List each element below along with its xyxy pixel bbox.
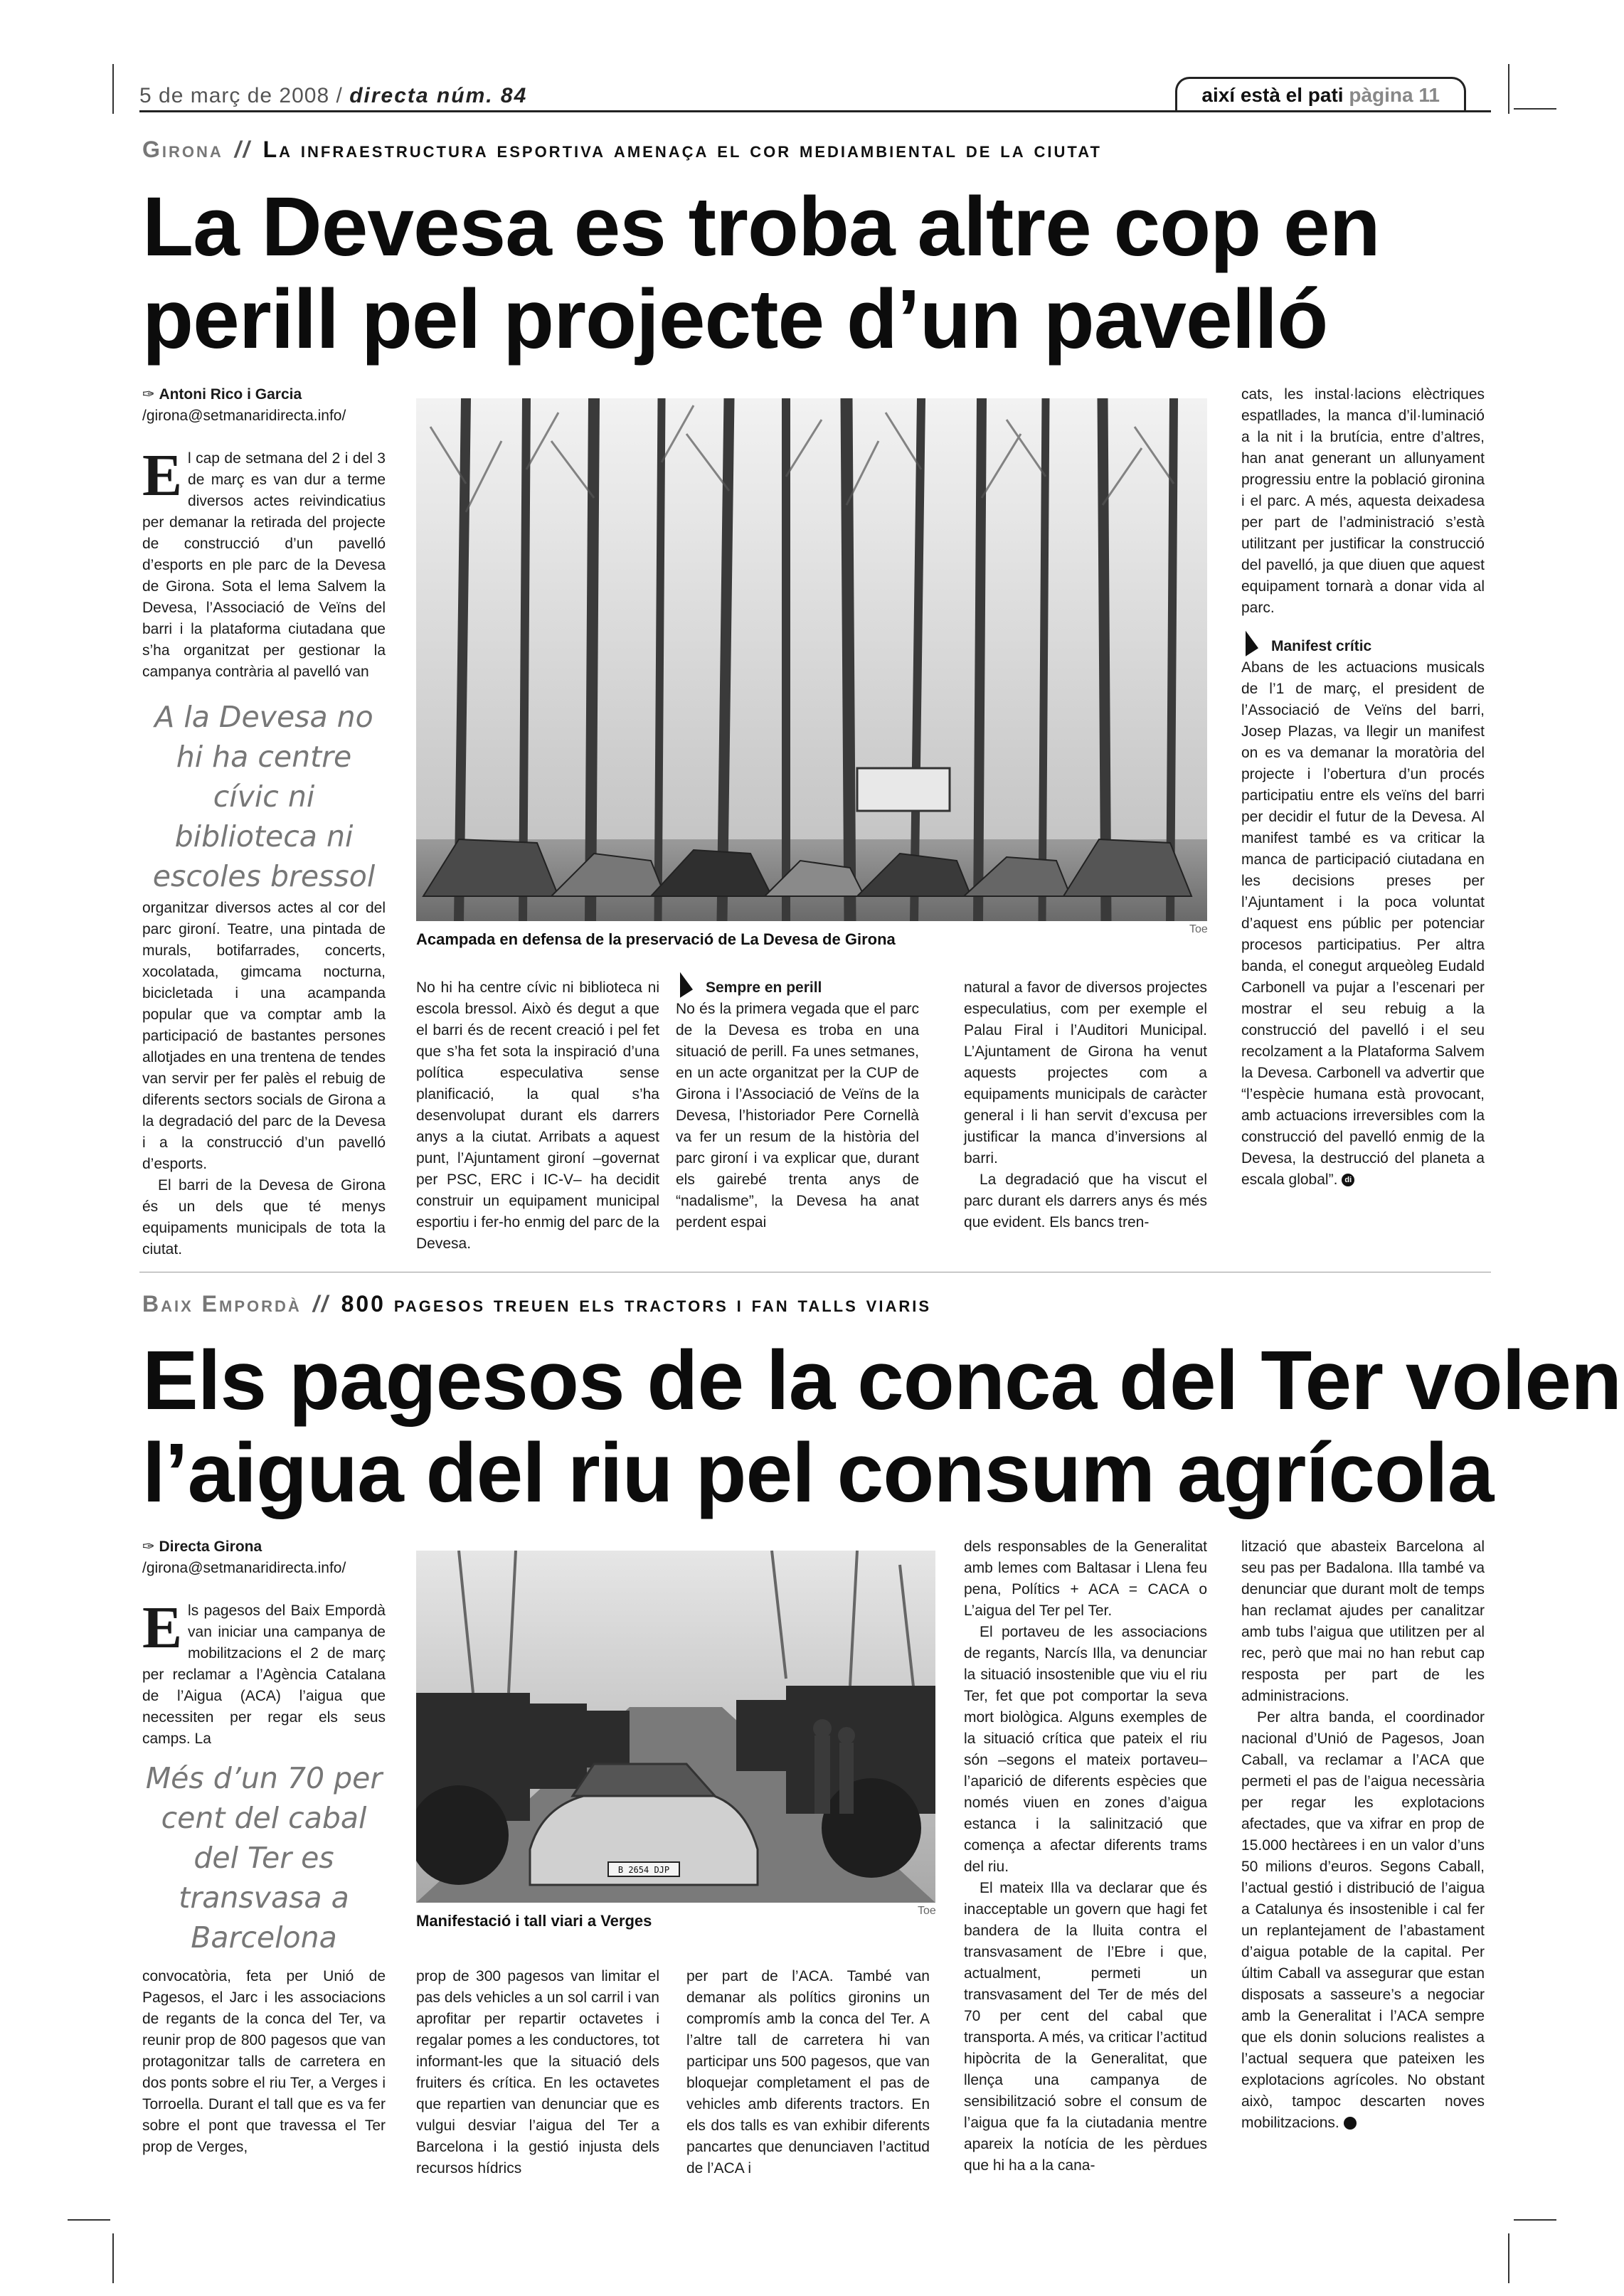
headline-line-1: La Devesa es troba altre cop en <box>142 180 1380 274</box>
drop-cap: E <box>142 442 183 509</box>
kicker-place: Baix Empordà <box>142 1291 302 1317</box>
body-paragraph: dels responsables de la Generalitat amb lemes com Baltasar i Llena feu pena, Polítics + ACA = CACA o L’aigua del Ter pel Ter. <box>964 1538 1207 1619</box>
headline-line-2: l’aigua del riu pel consum agrícola <box>142 1426 1494 1520</box>
kicker-separator: // <box>234 137 252 162</box>
folio-issue: directa núm. 84 <box>349 84 528 107</box>
article2-photo-credit: Toe <box>918 1905 936 1917</box>
article1-photo-credit: Toe <box>1189 923 1208 935</box>
crop-mark <box>1508 64 1509 114</box>
article1-col-4 <box>964 977 1207 1233</box>
body-paragraph: cats, les instal·lacions elèctriques espatllades, la manca d’il·luminació a la nit i la brutícia, entre d’altres, han anat generant un allunyament progressiu entre la població gironina i el parc. A més, aquesta deixadesa per part de l’administració s’està utilitzant per justificar la construcció del pavelló, ja que diuen que aquest equipament tornarà a donar vida al parc. <box>1241 386 1485 616</box>
crop-mark <box>1514 108 1556 110</box>
folio-date: 5 de març de 2008 <box>139 84 330 107</box>
body-text: Abans de les actuacions musicals de l’1 de març, el president de l’Associació de Veïns del barri, Josep Plazas, va llegir un manifest on es va demanar la moratòria del projecte i l’obertura d’un procés participatiu entre els veïns del barri per decidir el futur de la Devesa. Al manifest també es va criticar la manca de participació ciutadana en les decisions preses per l’Ajuntament i la poca voluntat d’aquest ens públic per potenciar procesos participatius. Per altra banda, el conegut arqueòleg Eudald Carbonell va pujar a l’escenari per mostrar el seu rebuig a la construcció del pavelló i el seu recolzament a la Plataforma Salvem la Devesa. Carbonell va advertir que “l’espècie humana està provocant, amb actuacions irreversibles com la construcció del pavelló enmig de la Devesa, la destrucció del planeta a escala global”. <box>1241 659 1485 1188</box>
article1-photo-caption: Acampada en defensa de la preservació de La Devesa de Girona <box>416 930 896 948</box>
article2-col-3 <box>686 1966 930 2179</box>
crop-mark <box>1514 2219 1556 2221</box>
body-text: Per altra banda, el coordinador nacional d’Unió de Pagesos, Joan Caball, va reclamar a l’ACA que permeti el pas de l’aigua necessària per regar les explotacions afectades, que va xifrar en prop de 15.000 hectàrees i en un valor d’uns 50 milions d’euros. Segons Caball, l’actual gestió i distribució de l’aigua a Catalunya és insostenible i cal fer un replantejament de l’abastament d’aigua potable de la capital. Per últim Caball va assegurar que estan disposats a sasseure’s a negociar amb la Generalitat i l’ACA sempre que els donin solucions realistes a l’actual sequera que pateixen les explotacions agrícoles. No obstant això, tampoc descarten noves mobilitzacions. <box>1241 1709 1485 2131</box>
folio-section-tab <box>1175 77 1466 112</box>
article2-kicker <box>142 1291 931 1317</box>
end-mark-icon: di <box>1344 2117 1357 2130</box>
lead-paragraph <box>142 1595 386 1750</box>
author: Antoni Rico i Garcia <box>159 386 302 403</box>
headline-line-1: Els pagesos de la conca del Ter volen <box>142 1334 1622 1428</box>
body-paragraph: convocatòria, feta per Unió de Pagesos, el Jarc i les associacions de regants de la conca del Ter, va reunir prop de 800 pagesos que van protagonitzar talls de carretera en dos ponts sobre el riu Ter, a Verges i Torroella. Durant el tall que es va fer sobre el pont que travessa el Ter prop de Verges, <box>142 1968 386 2155</box>
folio-page: pàgina 11 <box>1349 84 1440 106</box>
license-plate: B 2654 DJP <box>617 1865 670 1875</box>
article1-col-3 <box>676 977 919 1233</box>
pen-icon: ✑ <box>142 1538 159 1555</box>
email: /girona@setmanaridirecta.info/ <box>142 408 346 424</box>
article2-col-4 <box>964 1536 1207 2177</box>
folio-separator: / <box>336 84 343 107</box>
devesa-camp-image <box>416 398 1207 921</box>
article2-headline <box>142 1334 1621 1519</box>
lead-text: ls pagesos del Baix Empordà van iniciar una campanya de mobilitzacions el 2 de març per reclamar a l’Agència Catalana de l’Aigua (ACA) l’aigua que necessiten per regar els seus camps. La <box>142 1603 386 1747</box>
crop-mark <box>112 64 114 114</box>
body-paragraph: No és la primera vegada que el parc de la Devesa es troba en una situació de perill. Fa unes setmanes, en un acte organitzat per la CUP de Girona i l’Associació de Veïns de la Devesa, l’historiador Pere Cornellà va fer un resum de la història del parc gironí i va explicar que, durant els gairebé trenta anys de “nadalisme”, la Devesa ha anat perdent espai <box>676 1001 919 1231</box>
article2-photo-caption: Manifestació i tall viari a Verges <box>416 1912 652 1930</box>
article1-headline <box>142 181 1380 366</box>
triangle-icon <box>1246 631 1258 661</box>
subheading-manifest <box>1241 636 1485 657</box>
folio-left <box>139 84 527 108</box>
lead-paragraph <box>142 442 386 683</box>
article1-col-5 <box>1241 384 1485 1191</box>
triangle-icon <box>680 972 693 1003</box>
article1-col-1 <box>142 384 386 683</box>
body-paragraph: La degradació que ha viscut el parc durant els darrers anys és més que evident. Els bancs tren- <box>964 1171 1207 1231</box>
body-paragraph: lització que abasteix Barcelona al seu pas per Badalona. Illa també va denunciar que durant molt de temps han reclamat ajudes per canalitzar amb tubs l’aigua que utilitzen per al rec, però que mai no han rebut cap resposta per part de les administracions. <box>1241 1538 1485 1704</box>
body-paragraph: No hi ha centre cívic ni biblioteca ni escola bressol. Això és degut a que el barri és de recent creació i pel fet que s’ha fet sota la inspiració d’una política especulativa sense planificació, la qual s’ha desenvolupat durant els darrers anys a la ciutat. Arribats a aquest punt, l’Ajuntament gironí –governat per PSC, ERC i IC-V– ha decidit construir un equipament municipal esportiu i fer-ho enmig del parc de la Devesa. <box>416 979 659 1252</box>
body-paragraph <box>1241 657 1485 1191</box>
end-mark-icon: di <box>1342 1174 1354 1186</box>
article1-kicker <box>142 137 1102 163</box>
kicker-place: Girona <box>142 137 223 162</box>
kicker-topic: La infraestructura esportiva amenaça el cor mediambiental de la ciutat <box>262 137 1102 162</box>
subheading-text: Sempre en perill <box>706 979 822 996</box>
article2-pullquote: Més d’un 70 per cent del cabal del Ter es transvasa a Barcelona <box>145 1761 383 1955</box>
body-paragraph: El barri de la Devesa de Girona és un dels que té menys equipaments municipals de tota la ciutat. <box>142 1177 386 1258</box>
devesa-camp-photo <box>416 398 1207 921</box>
kicker-separator: // <box>312 1291 330 1317</box>
author: Directa Girona <box>159 1538 262 1555</box>
tractor-protest-photo <box>416 1551 935 1903</box>
headline-line-2: perill pel projecte d’un pavelló <box>142 272 1328 366</box>
byline <box>142 384 386 427</box>
crop-mark <box>112 2233 114 2283</box>
article2-col-1 <box>142 1536 386 1750</box>
body-paragraph: per part de l’ACA. També van demanar als polítics gironins un compromís amb la conca del Ter. A l’altre tall de carretera hi van participar uns 500 pagesos, que van bloquejar completament el pas de vehicles amb diferents tractors. En els dos talls es van exhibir diferents pancartes que denunciaven l’actitud de l’ACA i <box>686 1968 930 2177</box>
article2-col-2 <box>416 1966 659 2179</box>
byline <box>142 1536 386 1579</box>
tractor-protest-image <box>416 1551 935 1903</box>
body-paragraph <box>1241 1707 1485 2134</box>
folio-section: així està el pati <box>1201 84 1344 106</box>
kicker-topic: 800 pagesos treuen els tractors i fan talls viaris <box>341 1291 932 1317</box>
lead-text: l cap de setmana del 2 i del 3 de març es van dur a terme diversos actes reivindicatius per demanar la retirada del projecte de construcció d’un pavelló d’esports en ple parc de la Devesa de Girona. Sota el lema Salvem la Devesa, l’Associació de Veïns del barri i la plataforma ciutadana que s’ha organitzat per gestionar la campanya contrària al pavelló van <box>142 450 386 680</box>
article2-col-1b <box>142 1966 386 2158</box>
body-paragraph: El portaveu de les associacions de regants, Narcís Illa, va denunciar la situació insostenible que viu el riu Ter, fet que pot comportar la seva mort biològica. Alguns exemples de la situació crítica que pateix el riu són –segons el mateix portaveu– l’aparició de diferents espècies que només viuen en zones d’aigua estanca i la salinització que comença a afectar diferents trams del riu. <box>964 1624 1207 1875</box>
email: /girona@setmanaridirecta.info/ <box>142 1560 346 1576</box>
article1-col-1b <box>142 898 386 1260</box>
drop-cap: E <box>142 1595 183 1661</box>
article1-pullquote: A la Devesa no hi ha centre cívic ni biblioteca ni escoles bressol <box>152 700 376 893</box>
body-paragraph: El mateix Illa va declarar que és inacceptable un govern que hagi fet bandera de la lluita contra el transvasament de l’Ebre i que, actualment, permeti un transvasament del Ter de més del 70 per cent del cabal que transporta. A més, va criticar l’actitud hipòcrita de la Generalitat, que llença una campanya de sensibilització sobre el consum de l’aigua que fa la ciutadania mentre apareix la notícia de les pèrdues que hi ha a la cana- <box>964 1880 1207 2174</box>
subheading-sempre <box>676 977 919 999</box>
subheading-text: Manifest crític <box>1271 638 1372 654</box>
body-paragraph: prop de 300 pagesos van limitar el pas dels vehicles a un sol carril i van aprofitar per repartir octavetes i regalar pomes a les conductores, tot informant-les que la situació dels fruiters és crítica. En les octavetes que repartien van denunciar que es vulgui desviar l’aigua del Ter a Barcelona i la gestió injusta dels recursos hídrics <box>416 1968 659 2177</box>
crop-mark <box>68 2219 110 2221</box>
crop-mark <box>1508 2233 1509 2283</box>
body-paragraph: organitzar diversos actes al cor del parc gironí. Teatre, una pintada de murals, botifarrades, concerts, xocolatada, gimcama nocturna, bicicletada i una acampanda popular que va comptar amb la participació de bastantes persones allotjades en una trentena de tendes van servir per fer palès el rebuig de diferents sectors socials de Girona a la degradació del parc de la Devesa i a la construcció d’un pavelló d’esports. <box>142 900 386 1172</box>
pen-icon: ✑ <box>142 386 159 403</box>
body-paragraph: natural a favor de diversos projectes especulatius, com per exemple el Palau Firal i l’Auditori Municipal. L’Ajuntament de Girona ha venut aquests projectes com a equipaments municipals de caràcter general i li han servit d’excusa per justificar la manca d’inversions al barri. <box>964 979 1207 1166</box>
article1-col-2 <box>416 977 659 1255</box>
article2-col-5 <box>1241 1536 1485 2134</box>
